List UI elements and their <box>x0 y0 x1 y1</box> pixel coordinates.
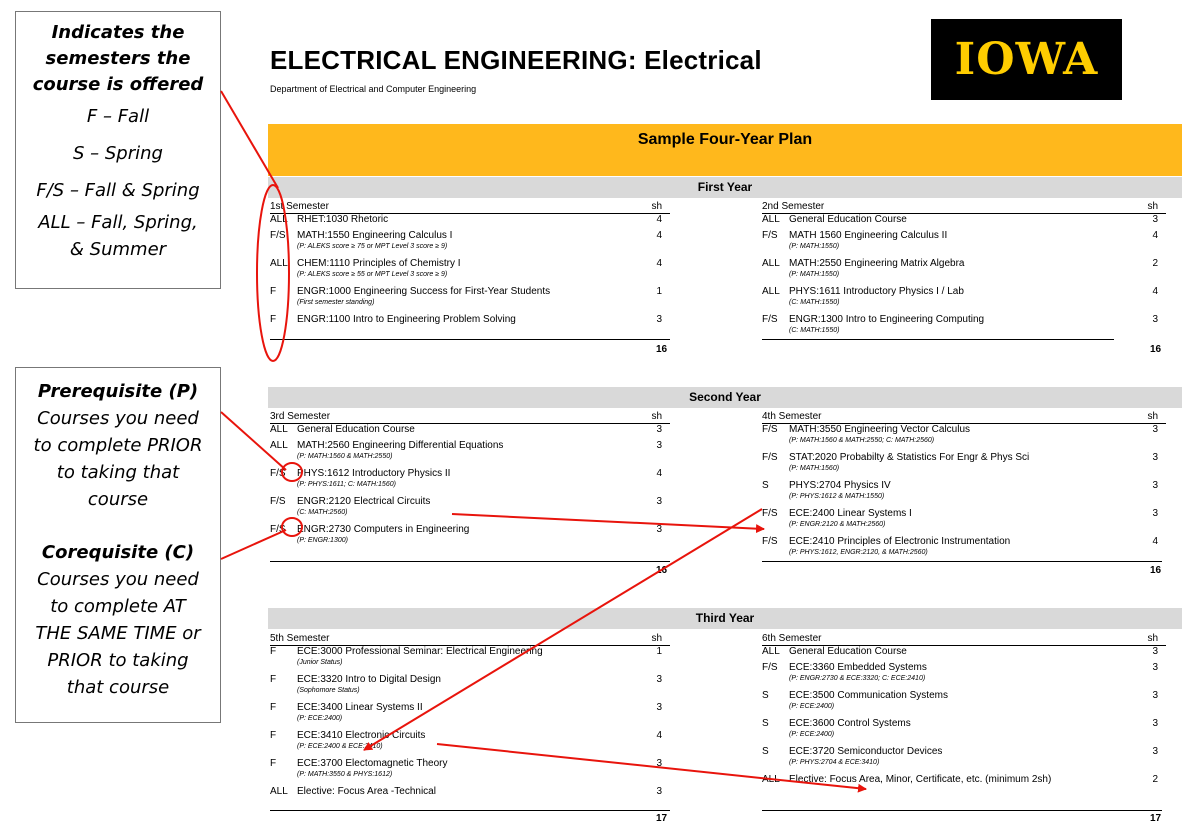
offered-term: ALL <box>762 774 780 785</box>
offered-term: F <box>270 646 277 657</box>
course-requisite-note: (P: PHYS:1612 & MATH:1550) <box>789 493 885 500</box>
course-requisite-note: (Junior Status) <box>297 659 343 666</box>
year-bar-second: Second Year <box>268 387 1182 408</box>
offered-term: F/S <box>762 314 778 325</box>
course-requisite-note: (P: ECE:2400) <box>789 703 835 710</box>
semester-total: 16 <box>1150 344 1162 355</box>
corequisite-heading: Corequisite (C) <box>41 542 195 563</box>
course-name: Elective: Focus Area, Minor, Certificate, etc. (minimum 2sh) <box>789 774 1052 785</box>
semester-legend-fall-spring: F/S – Fall & Spring <box>36 180 200 201</box>
course-requisite-note: (C: MATH:1550) <box>789 327 840 334</box>
course-requisite-note: (P: MATH:1560 & MATH:2550) <box>297 453 393 460</box>
course-row <box>270 214 670 230</box>
semester-total-rule <box>270 339 670 340</box>
credit-hours-header: sh <box>651 411 662 422</box>
semester-block <box>270 201 670 330</box>
semester-header <box>270 411 670 424</box>
course-name: ECE:3600 Control Systems <box>789 718 911 729</box>
semester-header <box>762 201 1166 214</box>
offered-term: ALL <box>270 258 288 269</box>
department-subtitle: Department of Electrical and Computer Engineering <box>270 84 477 94</box>
offered-term: F <box>270 730 277 741</box>
course-row <box>270 674 670 702</box>
course-name: ECE:3720 Semiconductor Devices <box>789 746 943 757</box>
year-bar-first: First Year <box>268 177 1182 198</box>
semester-block <box>270 411 670 552</box>
year-bar-third: Third Year <box>268 608 1182 629</box>
course-credits: 3 <box>656 314 662 325</box>
semester-header <box>762 411 1166 424</box>
course-row <box>762 452 1166 480</box>
course-name: ENGR:1100 Intro to Engineering Problem Solving <box>297 314 516 325</box>
course-name: Elective: Focus Area -Technical <box>297 786 436 797</box>
course-row <box>270 468 670 496</box>
course-row <box>270 730 670 758</box>
course-credits: 1 <box>656 646 662 657</box>
offered-term: F/S <box>270 468 286 479</box>
semester-header <box>762 633 1166 646</box>
semester-legend-all-cont: & Summer <box>69 239 167 260</box>
semester-total: 17 <box>1150 813 1162 824</box>
semester-header <box>270 201 670 214</box>
course-name: ECE:3360 Embedded Systems <box>789 662 927 673</box>
offered-term: ALL <box>762 286 780 297</box>
course-requisite-note: (P: ALEKS score ≥ 55 or MPT Level 3 score ≥ 9) <box>297 271 448 278</box>
course-row <box>762 774 1166 790</box>
course-name: MATH:1550 Engineering Calculus I <box>297 230 453 241</box>
corequisite-line-5: that course <box>66 677 170 698</box>
course-row <box>270 702 670 730</box>
prerequisite-line-2: to complete PRIOR <box>33 435 203 456</box>
course-row <box>270 230 670 258</box>
semester-block <box>762 201 1166 342</box>
course-name: General Education Course <box>297 424 415 435</box>
offered-term: F/S <box>762 662 778 673</box>
semester-legend-spring: S – Spring <box>73 143 163 164</box>
corequisite-line-1: Courses you need <box>37 569 199 590</box>
course-row <box>270 646 670 674</box>
course-requisite-note: (P: ENGR:2120 & MATH:2560) <box>789 521 886 528</box>
course-name: RHET:1030 Rhetoric <box>297 214 389 225</box>
course-row <box>762 508 1166 536</box>
course-row <box>762 258 1166 286</box>
course-requisite-note: (P: MATH:1560 & MATH:2550; C: MATH:2560) <box>789 437 935 444</box>
course-row <box>762 536 1166 564</box>
semester-name: 5th Semester <box>270 633 330 644</box>
course-requisite-note: (P: ENGR:2730 & ECE:3320; C: ECE:2410) <box>789 675 926 682</box>
course-name: PHYS:1612 Introductory Physics II <box>297 468 451 479</box>
course-credits: 3 <box>1152 214 1158 225</box>
course-name: ECE:3700 Electomagnetic Theory <box>297 758 448 769</box>
course-row <box>762 314 1166 342</box>
course-credits: 1 <box>656 286 662 297</box>
course-name: General Education Course <box>789 214 907 225</box>
course-credits: 3 <box>1152 718 1158 729</box>
semester-name: 4th Semester <box>762 411 822 422</box>
semester-legend-box <box>15 11 221 289</box>
course-credits: 3 <box>1152 746 1158 757</box>
semester-total: 16 <box>656 565 668 576</box>
offered-term: S <box>762 690 769 701</box>
semester-legend-heading-1: Indicates the <box>51 22 185 43</box>
course-name: MATH:2550 Engineering Matrix Algebra <box>789 258 965 269</box>
course-row <box>762 690 1166 718</box>
course-name: CHEM:1110 Principles of Chemistry I <box>297 258 461 269</box>
course-name: ECE:3400 Linear Systems II <box>297 702 423 713</box>
course-name: PHYS:1611 Introductory Physics I / Lab <box>789 286 964 297</box>
credit-hours-header: sh <box>1147 633 1158 644</box>
semester-legend-all: ALL – Fall, Spring, <box>38 212 198 233</box>
course-credits: 4 <box>656 730 662 741</box>
course-row <box>762 718 1166 746</box>
course-credits: 4 <box>656 468 662 479</box>
course-credits: 3 <box>656 758 662 769</box>
corequisite-line-2: to complete AT <box>50 596 186 617</box>
course-name: ECE:3000 Professional Seminar: Electrical Engineering <box>297 646 543 657</box>
semester-total: 17 <box>656 813 668 824</box>
course-requisite-note: (P: PHYS:1611; C: MATH:1560) <box>297 481 396 488</box>
credit-hours-header: sh <box>1147 411 1158 422</box>
semester-total-rule <box>762 339 1114 340</box>
course-requisite-note: (P: PHYS:2704 & ECE:3410) <box>789 759 880 766</box>
offered-term: F/S <box>762 508 778 519</box>
offered-term: F <box>270 286 277 297</box>
offered-term: S <box>762 718 769 729</box>
course-credits: 3 <box>1152 646 1158 657</box>
corequisite-line-3: THE SAME TIME or <box>35 623 201 644</box>
course-row <box>762 662 1166 690</box>
course-row <box>270 786 670 802</box>
iowa-logo-text: IOWA <box>954 34 1099 85</box>
course-requisite-note: (P: MATH:1560) <box>789 465 840 472</box>
course-credits: 2 <box>1152 258 1158 269</box>
course-requisite-note: (P: ECE:2400 & ECE:2410) <box>297 743 383 750</box>
course-row <box>762 424 1166 452</box>
course-credits: 3 <box>656 702 662 713</box>
course-credits: 3 <box>656 440 662 451</box>
course-credits: 3 <box>656 786 662 797</box>
credit-hours-header: sh <box>1147 201 1158 212</box>
offered-term: S <box>762 480 769 491</box>
offered-term: F <box>270 674 277 685</box>
offered-term: F <box>270 758 277 769</box>
course-row <box>270 440 670 468</box>
course-credits: 3 <box>656 674 662 685</box>
course-name: ECE:3500 Communication Systems <box>789 690 948 701</box>
course-row <box>270 286 670 314</box>
semester-name: 6th Semester <box>762 633 822 644</box>
credit-hours-header: sh <box>651 633 662 644</box>
course-row <box>762 286 1166 314</box>
course-requisite-note: (Sophomore Status) <box>297 687 360 694</box>
semester-legend-heading-3: course is offered <box>32 74 204 95</box>
prerequisite-heading: Prerequisite (P) <box>37 381 199 402</box>
page-title: ELECTRICAL ENGINEERING: Electrical <box>270 45 762 75</box>
course-requisite-note: (C: MATH:2560) <box>297 509 348 516</box>
plan-title-banner: Sample Four-Year Plan <box>268 124 1182 176</box>
course-requisite-note: (P: MATH:1550) <box>789 243 840 250</box>
course-requisite-note: (P: PHYS:1612, ENGR:2120, & MATH:2560) <box>789 549 928 556</box>
semester-total: 16 <box>1150 565 1162 576</box>
offered-term: ALL <box>270 786 288 797</box>
course-name: ECE:3320 Intro to Digital Design <box>297 674 441 685</box>
offered-term: ALL <box>270 214 288 225</box>
credit-hours-header: sh <box>651 201 662 212</box>
course-name: ECE:2400 Linear Systems I <box>789 508 912 519</box>
course-credits: 3 <box>1152 314 1158 325</box>
offered-term: F <box>270 314 277 325</box>
course-row <box>762 746 1166 774</box>
offered-term: ALL <box>762 214 780 225</box>
course-name: ENGR:2730 Computers in Engineering <box>297 524 470 535</box>
course-credits: 4 <box>656 230 662 241</box>
course-requisite-note: (P: ECE:2400) <box>789 731 835 738</box>
corequisite-line-4: PRIOR to taking <box>47 650 189 671</box>
course-requisite-note: (P: ALEKS score ≥ 75 or MPT Level 3 score ≥ 9) <box>297 243 448 250</box>
course-credits: 2 <box>1152 774 1158 785</box>
course-requisite-note: (P: ECE:2400) <box>297 715 343 722</box>
prerequisite-line-1: Courses you need <box>37 408 199 429</box>
course-name: PHYS:2704 Physics IV <box>789 480 891 491</box>
course-requisite-note: (P: MATH:3550 & PHYS:1612) <box>297 771 393 778</box>
course-row <box>270 424 670 440</box>
course-name: ECE:3410 Electronic Circuits <box>297 730 426 741</box>
course-name: MATH 1560 Engineering Calculus II <box>789 230 948 241</box>
prerequisite-line-4: course <box>87 489 149 510</box>
course-credits: 4 <box>656 214 662 225</box>
offered-term: F <box>270 702 277 713</box>
semester-total-rule <box>270 561 670 562</box>
course-name: MATH:2560 Engineering Differential Equations <box>297 440 504 451</box>
course-credits: 3 <box>656 496 662 507</box>
course-row <box>270 524 670 552</box>
course-credits: 3 <box>1152 662 1158 673</box>
course-credits: 4 <box>1152 536 1158 547</box>
course-row <box>762 480 1166 508</box>
course-name: ENGR:2120 Electrical Circuits <box>297 496 431 507</box>
offered-term: F/S <box>270 524 286 535</box>
semester-total: 16 <box>656 344 668 355</box>
semester-header <box>270 633 670 646</box>
course-requisite-note: (P: MATH:1550) <box>789 271 840 278</box>
semester-total-rule <box>762 561 1162 562</box>
course-credits: 3 <box>656 424 662 435</box>
course-row <box>270 496 670 524</box>
semester-block <box>762 411 1166 564</box>
course-requisite-note: (First semester standing) <box>297 299 375 306</box>
course-name: ECE:2410 Principles of Electronic Instrumentation <box>789 536 1011 547</box>
offered-term: F/S <box>270 230 286 241</box>
semester-name: 3rd Semester <box>270 411 331 422</box>
offered-term: S <box>762 746 769 757</box>
offered-term: F/S <box>762 424 778 435</box>
offered-term: F/S <box>762 230 778 241</box>
course-credits: 3 <box>1152 690 1158 701</box>
course-name: General Education Course <box>789 646 907 657</box>
semester-name: 1st Semester <box>270 201 329 212</box>
course-row <box>270 314 670 330</box>
course-credits: 4 <box>656 258 662 269</box>
semester-legend-fall: F – Fall <box>86 106 150 127</box>
course-row <box>270 258 670 286</box>
semester-block <box>270 633 670 802</box>
offered-term: ALL <box>762 258 780 269</box>
course-credits: 3 <box>1152 508 1158 519</box>
semester-legend-heading-2: semesters the <box>45 48 191 69</box>
course-name: STAT:2020 Probabilty & Statistics For Engr & Phys Sci <box>789 452 1030 463</box>
course-credits: 4 <box>1152 286 1158 297</box>
semester-name: 2nd Semester <box>762 201 825 212</box>
course-row <box>762 646 1166 662</box>
semester-total-rule <box>762 810 1162 811</box>
prerequisite-line-3: to taking that <box>56 462 180 483</box>
course-row <box>762 230 1166 258</box>
offered-term: ALL <box>270 440 288 451</box>
course-requisite-note: (C: MATH:1550) <box>789 299 840 306</box>
course-requisite-note: (P: ENGR:1300) <box>297 537 348 544</box>
course-credits: 4 <box>1152 230 1158 241</box>
semester-total-rule <box>270 810 670 811</box>
offered-term: ALL <box>270 424 288 435</box>
offered-term: F/S <box>270 496 286 507</box>
course-credits: 3 <box>1152 452 1158 463</box>
offered-term: F/S <box>762 452 778 463</box>
semester-block <box>762 633 1166 790</box>
course-name: MATH:3550 Engineering Vector Calculus <box>789 424 971 435</box>
requisite-legend-box <box>15 367 221 723</box>
offered-term: ALL <box>762 646 780 657</box>
offered-term: F/S <box>762 536 778 547</box>
course-credits: 3 <box>656 524 662 535</box>
course-credits: 3 <box>1152 424 1158 435</box>
course-name: ENGR:1000 Engineering Success for First-Year Students <box>297 286 551 297</box>
course-row <box>762 214 1166 230</box>
course-credits: 3 <box>1152 480 1158 491</box>
course-name: ENGR:1300 Intro to Engineering Computing <box>789 314 985 325</box>
course-row <box>270 758 670 786</box>
iowa-logo <box>931 19 1122 100</box>
